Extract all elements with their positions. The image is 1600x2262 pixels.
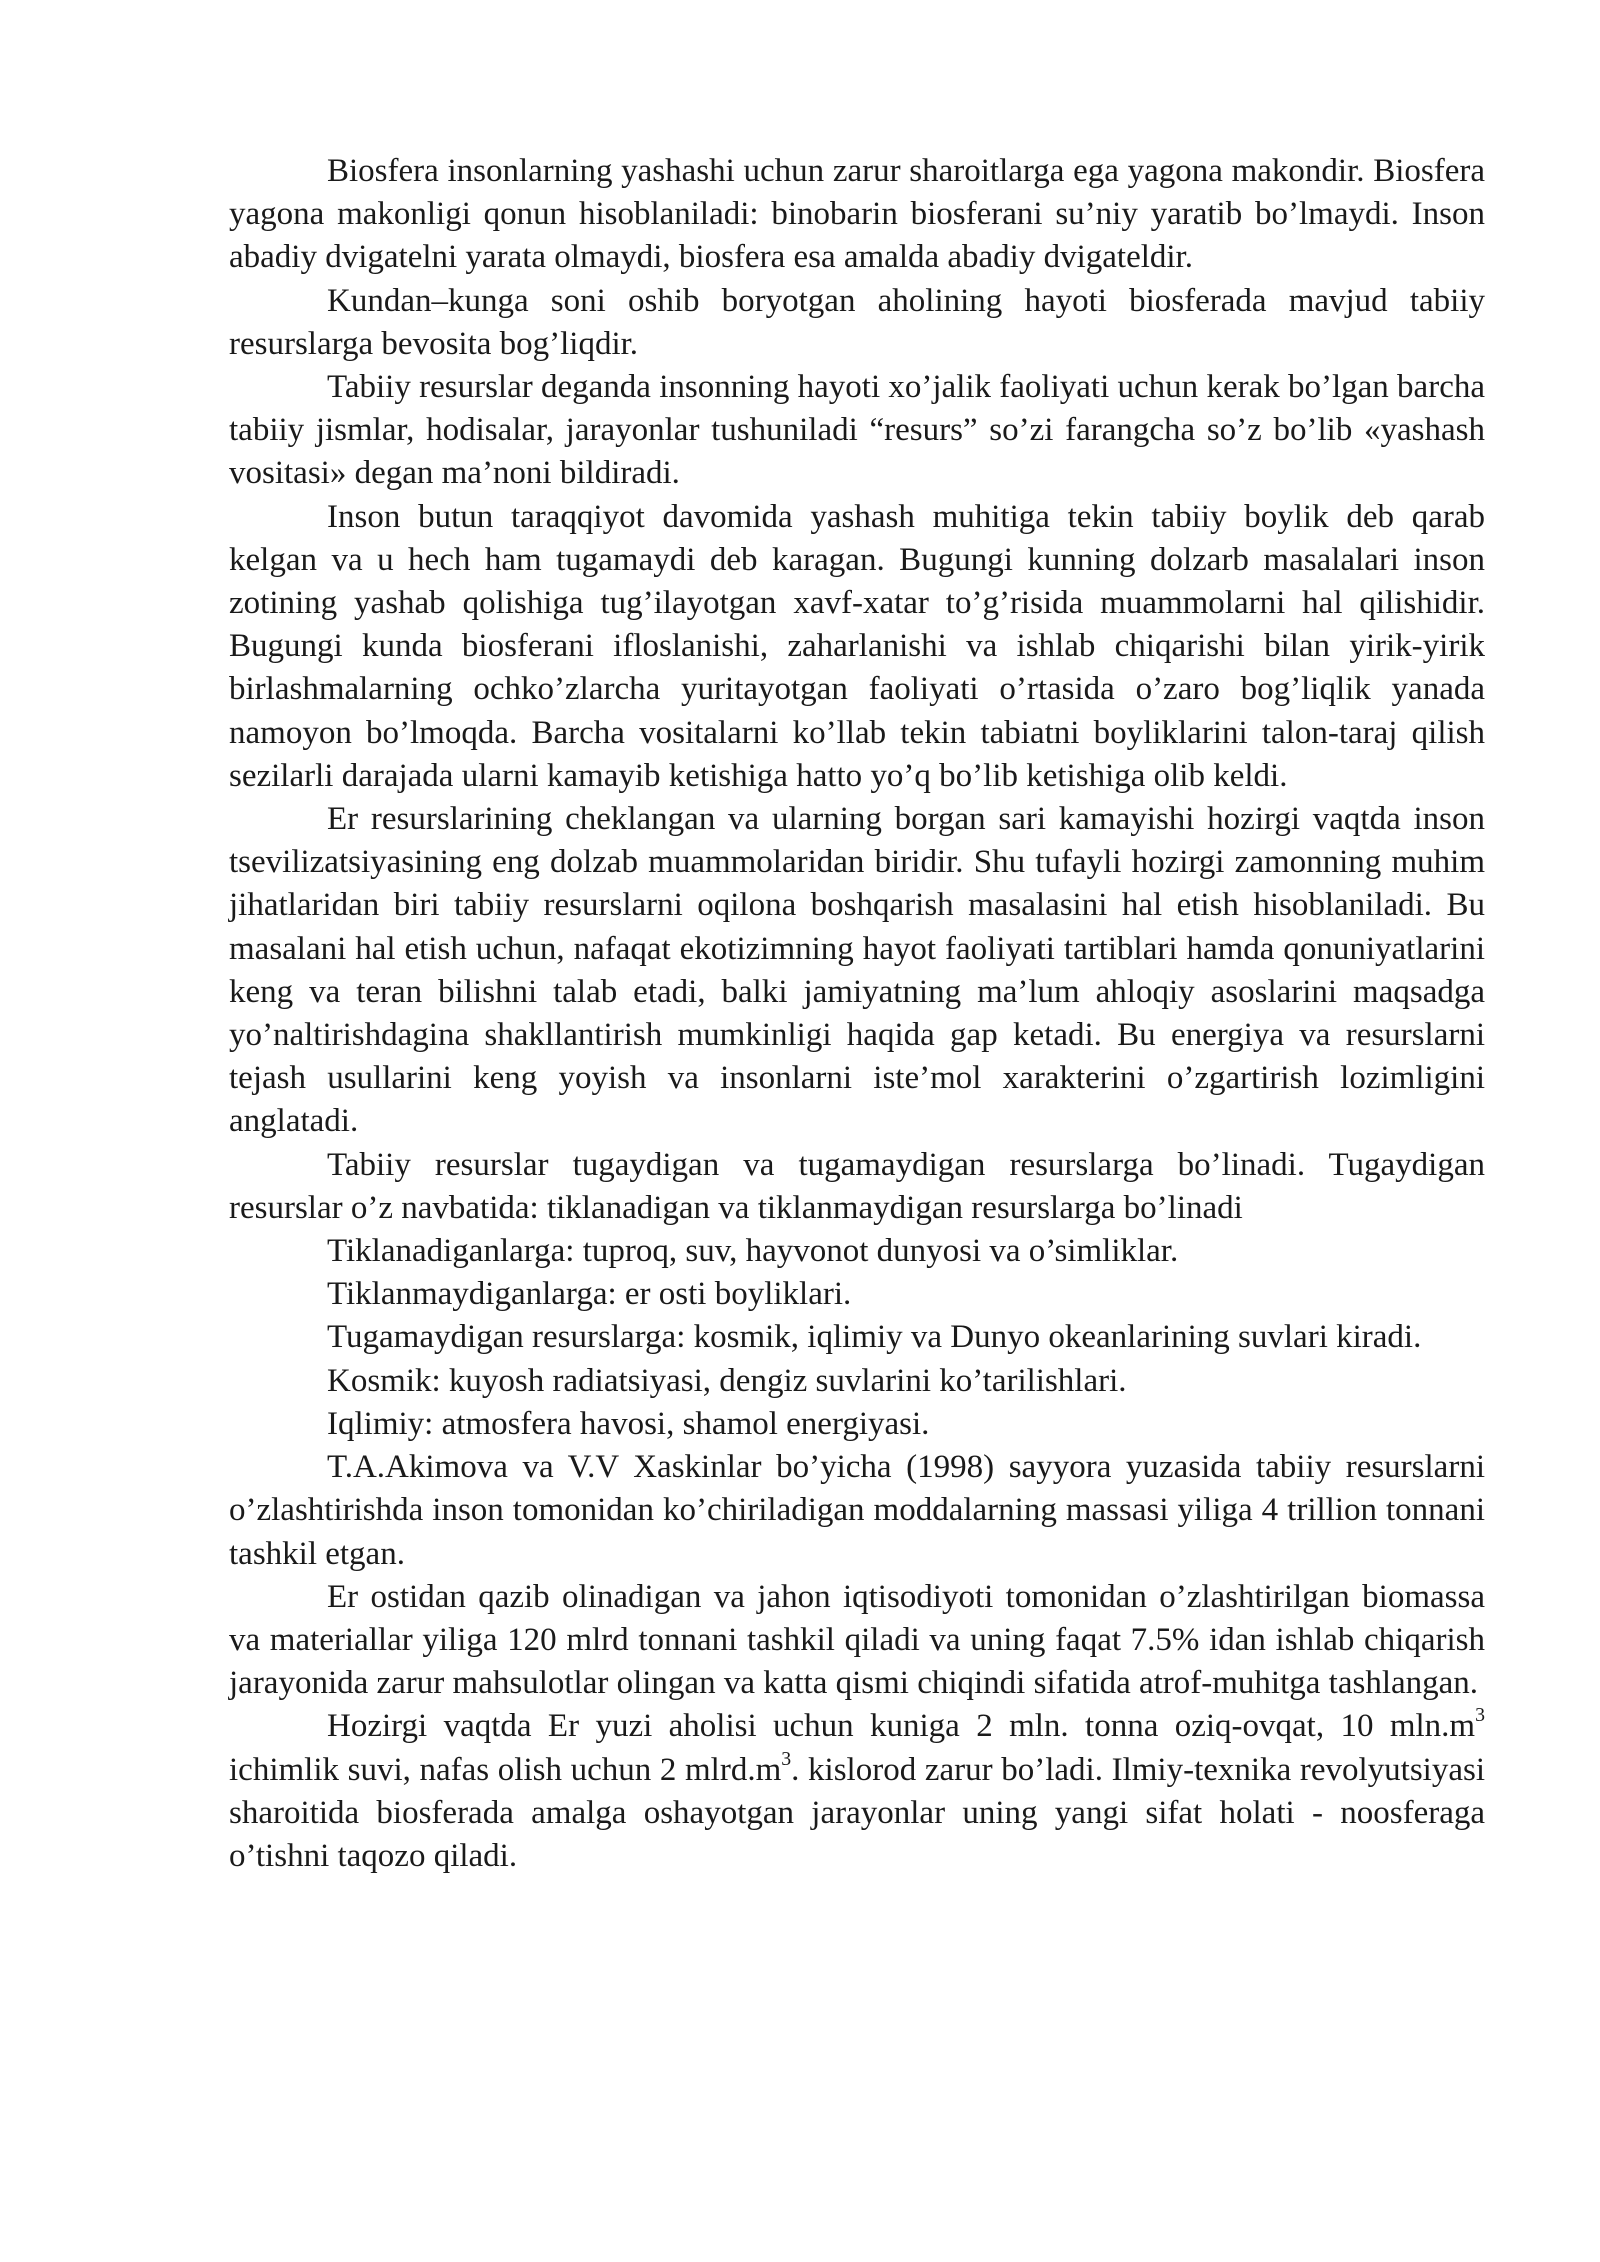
paragraph: Inson butun taraqqiyot davomida yashash muhitiga tekin tabiiy boylik deb qarab kelgan va u hech ham tugamaydi deb karagan. Bugungi kunning dolzarb masalalari inson zotining yashab qolishiga tug’ilayotgan xavf-xatar to’g’risida muammolarni hal qilishidir. Bugungi kunda biosferani ifloslanishi, zaharlanishi va ishlab chiqarishi bilan yirik-yirik birlashmalarning ochko’zlarcha yuritayotgan faoliyati o’rtasida o’zaro bog’liqlik yanada namoyon bo’lmoqda. Barcha vositalarni ko’llab tekin tabiatni boyliklarini talon-taraj qilish sezilarli darajada ularni kamayib ketishiga hatto yo’q bo’lib ketishiga olib keldi. — [229, 498, 1485, 794]
paragraph: Er ostidan qazib olinadigan va jahon iqtisodiyoti tomonidan o’zlashtirilgan biomassa va materiallar yiliga 120 mlrd tonnani tashkil qiladi va uning faqat 7.5% idan ishlab chiqarish jarayonida zarur mahsulotlar olingan va katta qismi chiqindi sifatida atrof-muhitga tashlangan. — [229, 1578, 1485, 1702]
text-run: . kislorod zarur bo’ladi. Ilmiy-texnika revolyutsiyasi sharoitida biosferada amalga oshayotgan jarayonlar uning yangi sifat holati - noosferaga o’tishni taqozo qiladi. — [229, 1751, 1486, 1874]
paragraph: Biosfera insonlarning yashashi uchun zarur sharoitlarga ega yagona makondir. Biosfera yagona makonligi qonun hisoblaniladi: binobarin biosferani su’niy yaratib bo’lmaydi. Inson abadiy dvigatelni yarata olmaydi, biosfera esa amalda abadiy dvigateldir. — [229, 153, 1485, 276]
paragraph: Tabiiy resurslar tugaydigan va tugamaydigan resurslarga bo’linadi. Tugaydigan resurslar o’z navbatida: tiklanadigan va tiklanmaydigan resurslarga bo’linadi — [229, 1146, 1485, 1226]
paragraph: Tiklanadiganlarga: tuproq, suv, hayvonot dunyosi va o’simliklar. — [327, 1233, 1179, 1270]
paragraph: Kosmik: kuyosh radiatsiyasi, dengiz suvlarini ko’tarilishlari. — [327, 1362, 1127, 1399]
superscript: 3 — [781, 1747, 792, 1770]
paragraph: Tugamaydigan resurslarga: kosmik, iqlimiy va Dunyo okeanlarining suvlari kiradi. — [327, 1319, 1422, 1356]
text-run: Hozirgi vaqtda Er yuzi aholisi uchun kuniga 2 mln. tonna oziq-ovqat, 10 mln.m — [327, 1708, 1476, 1745]
paragraph: Tabiiy resurslar deganda insonning hayoti xo’jalik faoliyati uchun kerak bo’lgan barcha tabiiy jismlar, hodisalar, jarayonlar tushuniladi “resurs” so’zi farangcha so’z bo’lib «yashash vositasi» degan ma’noni bildiradi. — [229, 369, 1485, 492]
paragraph: Er resurslarining cheklangan va ularning borgan sari kamayishi hozirgi vaqtda inson tsevilizatsiyasining eng dolzab muammolaridan biridir. Shu tufayli hozirgi zamonning muhim jihatlaridan biri tabiiy resurslarni oqilona boshqarish masalasini hal etish hisoblaniladi. Bu masalani hal etish uchun, nafaqat ekotizimning hayot faoliyati tartiblari hamda qonuniyatlarini keng va teran bilishni talab etadi, balki jamiyatning ma’lum ahloqiy asoslarini maqsadga yo’naltirishdagina shakllantirish mumkinligi haqida gap ketadi. Bu energiya va resurslarni tejash usullarini keng yoyish va insonlarni iste’mol xarakterini o’zgartirish lozimligini anglatadi. — [229, 801, 1485, 1140]
paragraph: Iqlimiy: atmosfera havosi, shamol energiyasi. — [327, 1405, 930, 1442]
paragraph: Tiklanmaydiganlarga: er osti boyliklari. — [327, 1276, 852, 1313]
document-page — [229, 150, 1485, 1878]
text-run: ichimlik suvi, nafas olish uchun 2 mlrd.m — [229, 1751, 782, 1788]
paragraph-last — [229, 1705, 1485, 1878]
paragraph: Kundan–kunga soni oshib boryotgan aholining hayoti biosferada mavjud tabiiy resurslarga bevosita bog’liqdir. — [229, 282, 1485, 362]
paragraph: T.A.Akimova va V.V Xaskinlar bo’yicha (1998) sayyora yuzasida tabiiy resurslarni o’zlashtirishda inson tomonidan ko’chiriladigan moddalarning massasi yiliga 4 trillion tonnani tashkil etgan. — [229, 1449, 1485, 1572]
superscript: 3 — [1475, 1704, 1485, 1727]
